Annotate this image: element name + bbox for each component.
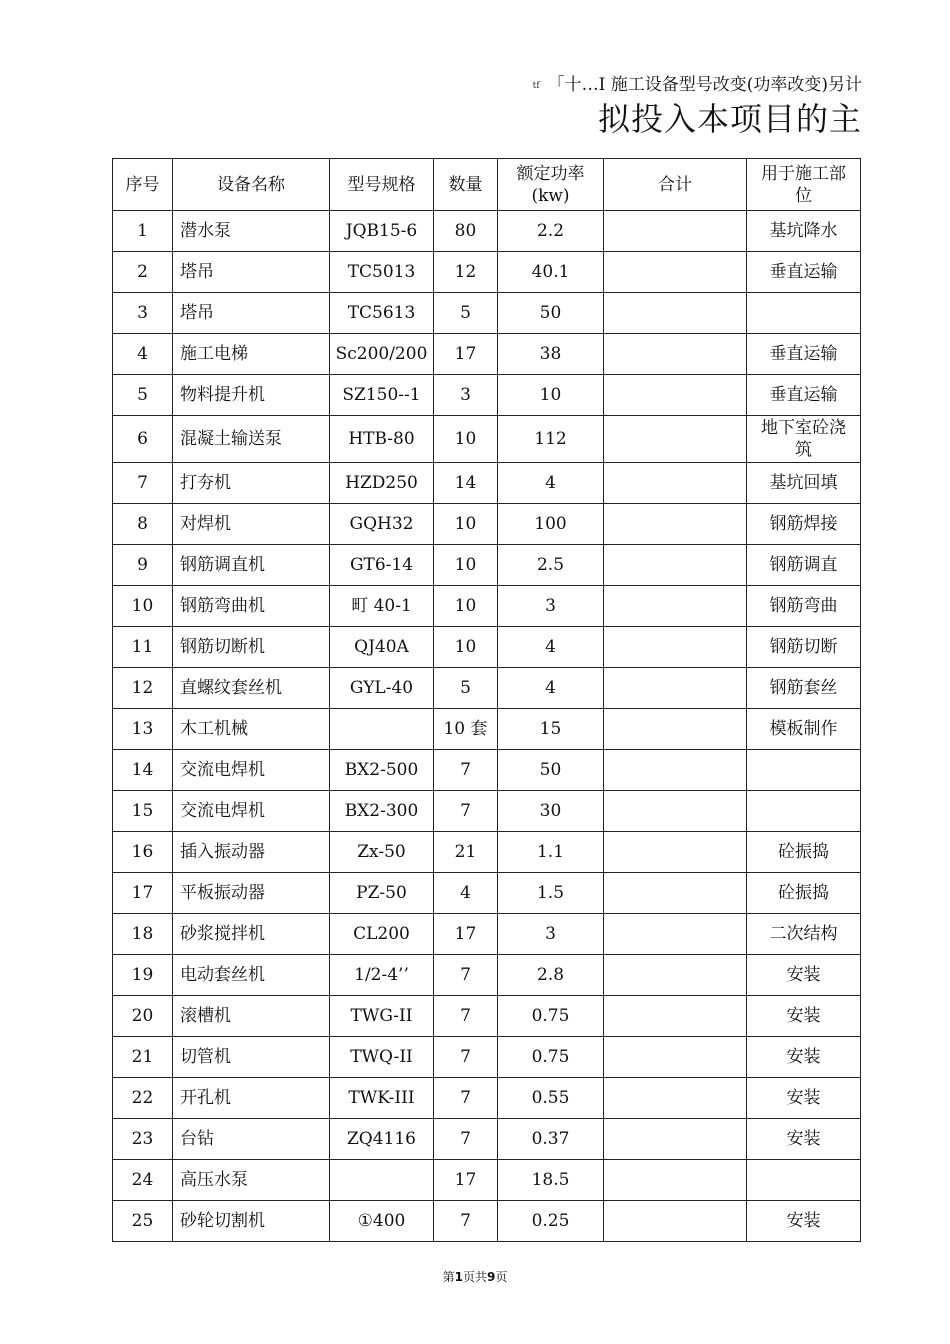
cell-name: 开孔机 bbox=[173, 1078, 330, 1119]
cell-power: 2.8 bbox=[498, 955, 604, 996]
cell-power: 0.55 bbox=[498, 1078, 604, 1119]
header-note-text: 「十…I 施工设备型号改变(功率改变)另计 bbox=[547, 75, 862, 95]
cell-name: 施工电梯 bbox=[173, 334, 330, 375]
cell-model: SZ150--1 bbox=[330, 375, 434, 416]
cell-model: PZ-50 bbox=[330, 873, 434, 914]
cell-use: 地下室砼浇 筑 bbox=[747, 416, 861, 463]
cell-use: 基坑回填 bbox=[747, 463, 861, 504]
cell-model: TC5613 bbox=[330, 293, 434, 334]
cell-qty: 10 套 bbox=[434, 709, 498, 750]
cell-qty: 5 bbox=[434, 668, 498, 709]
cell-power: 100 bbox=[498, 504, 604, 545]
cell-qty: 3 bbox=[434, 375, 498, 416]
column-header: 数量 bbox=[434, 159, 498, 211]
cell-name: 物料提升机 bbox=[173, 375, 330, 416]
cell-name: 高压水泵 bbox=[173, 1160, 330, 1201]
cell-use: 砼振捣 bbox=[747, 832, 861, 873]
cell-model: TWG-II bbox=[330, 996, 434, 1037]
cell-model: ZQ4116 bbox=[330, 1119, 434, 1160]
cell-name: 交流电焊机 bbox=[173, 750, 330, 791]
cell-total bbox=[604, 791, 747, 832]
cell-model: 1/2-4’’ bbox=[330, 955, 434, 996]
cell-name: 切管机 bbox=[173, 1037, 330, 1078]
cell-use bbox=[747, 791, 861, 832]
table-row bbox=[113, 293, 861, 334]
cell-use: 模板制作 bbox=[747, 709, 861, 750]
cell-name: 钢筋调直机 bbox=[173, 545, 330, 586]
table-row bbox=[113, 914, 861, 955]
cell-model: BX2-300 bbox=[330, 791, 434, 832]
cell-name: 交流电焊机 bbox=[173, 791, 330, 832]
cell-use bbox=[747, 1160, 861, 1201]
cell-no: 2 bbox=[113, 252, 173, 293]
table-row bbox=[113, 375, 861, 416]
cell-qty: 21 bbox=[434, 832, 498, 873]
table-row bbox=[113, 750, 861, 791]
cell-name: 砂轮切割机 bbox=[173, 1201, 330, 1242]
cell-qty: 7 bbox=[434, 996, 498, 1037]
cell-name: 插入振动器 bbox=[173, 832, 330, 873]
cell-model: ①400 bbox=[330, 1201, 434, 1242]
cell-total bbox=[604, 293, 747, 334]
cell-no: 7 bbox=[113, 463, 173, 504]
cell-model: CL200 bbox=[330, 914, 434, 955]
cell-power: 2.5 bbox=[498, 545, 604, 586]
cell-no: 1 bbox=[113, 211, 173, 252]
table-row bbox=[113, 1201, 861, 1242]
cell-qty: 10 bbox=[434, 545, 498, 586]
cell-qty: 17 bbox=[434, 334, 498, 375]
footer-middle: 页共 bbox=[462, 1270, 487, 1284]
cell-name: 滚槽机 bbox=[173, 996, 330, 1037]
cell-model: HZD250 bbox=[330, 463, 434, 504]
cell-model: TWQ-II bbox=[330, 1037, 434, 1078]
cell-name: 木工机械 bbox=[173, 709, 330, 750]
cell-power: 0.37 bbox=[498, 1119, 604, 1160]
cell-qty: 10 bbox=[434, 504, 498, 545]
column-header: 型号规格 bbox=[330, 159, 434, 211]
cell-qty: 10 bbox=[434, 416, 498, 463]
cell-model: BX2-500 bbox=[330, 750, 434, 791]
table-row bbox=[113, 1078, 861, 1119]
cell-model: GQH32 bbox=[330, 504, 434, 545]
cell-model: 町 40-1 bbox=[330, 586, 434, 627]
cell-model bbox=[330, 709, 434, 750]
table-row bbox=[113, 668, 861, 709]
cell-no: 14 bbox=[113, 750, 173, 791]
cell-power: 18.5 bbox=[498, 1160, 604, 1201]
table-body bbox=[113, 211, 861, 1242]
cell-no: 21 bbox=[113, 1037, 173, 1078]
cell-power: 50 bbox=[498, 293, 604, 334]
cell-power: 3 bbox=[498, 586, 604, 627]
cell-qty: 5 bbox=[434, 293, 498, 334]
header-tiny-note: tf bbox=[532, 80, 540, 91]
table-row bbox=[113, 504, 861, 545]
cell-use: 基坑降水 bbox=[747, 211, 861, 252]
cell-total bbox=[604, 873, 747, 914]
cell-use: 安装 bbox=[747, 996, 861, 1037]
header-note bbox=[533, 70, 862, 95]
equipment-table bbox=[112, 158, 861, 1242]
table-row bbox=[113, 1160, 861, 1201]
cell-qty: 12 bbox=[434, 252, 498, 293]
cell-power: 0.75 bbox=[498, 996, 604, 1037]
table-row bbox=[113, 791, 861, 832]
cell-total bbox=[604, 1119, 747, 1160]
cell-power: 15 bbox=[498, 709, 604, 750]
cell-qty: 4 bbox=[434, 873, 498, 914]
cell-name: 电动套丝机 bbox=[173, 955, 330, 996]
cell-use bbox=[747, 750, 861, 791]
cell-name: 平板振动器 bbox=[173, 873, 330, 914]
cell-qty: 10 bbox=[434, 627, 498, 668]
cell-total bbox=[604, 750, 747, 791]
cell-power: 50 bbox=[498, 750, 604, 791]
table-row bbox=[113, 996, 861, 1037]
cell-qty: 7 bbox=[434, 1037, 498, 1078]
cell-total bbox=[604, 1160, 747, 1201]
cell-no: 10 bbox=[113, 586, 173, 627]
cell-use: 安装 bbox=[747, 955, 861, 996]
cell-name: 塔吊 bbox=[173, 252, 330, 293]
cell-model: GYL-40 bbox=[330, 668, 434, 709]
cell-no: 11 bbox=[113, 627, 173, 668]
cell-use: 钢筋套丝 bbox=[747, 668, 861, 709]
cell-use: 安装 bbox=[747, 1119, 861, 1160]
cell-no: 6 bbox=[113, 416, 173, 463]
column-header: 设备名称 bbox=[173, 159, 330, 211]
cell-total bbox=[604, 955, 747, 996]
cell-model: JQB15-6 bbox=[330, 211, 434, 252]
cell-qty: 7 bbox=[434, 1078, 498, 1119]
cell-name: 打夯机 bbox=[173, 463, 330, 504]
cell-use: 垂直运输 bbox=[747, 252, 861, 293]
page-title: 拟投入本项目的主 bbox=[597, 100, 862, 138]
cell-name: 钢筋弯曲机 bbox=[173, 586, 330, 627]
cell-power: 4 bbox=[498, 463, 604, 504]
cell-no: 15 bbox=[113, 791, 173, 832]
cell-name: 潜水泵 bbox=[173, 211, 330, 252]
footer-page-number: 1 bbox=[454, 1270, 463, 1284]
cell-no: 24 bbox=[113, 1160, 173, 1201]
table-row bbox=[113, 416, 861, 463]
cell-power: 112 bbox=[498, 416, 604, 463]
cell-no: 3 bbox=[113, 293, 173, 334]
cell-total bbox=[604, 504, 747, 545]
cell-no: 18 bbox=[113, 914, 173, 955]
cell-no: 17 bbox=[113, 873, 173, 914]
cell-name: 直螺纹套丝机 bbox=[173, 668, 330, 709]
cell-qty: 7 bbox=[434, 1201, 498, 1242]
cell-no: 8 bbox=[113, 504, 173, 545]
cell-total bbox=[604, 627, 747, 668]
page-footer bbox=[0, 1268, 950, 1285]
cell-power: 0.75 bbox=[498, 1037, 604, 1078]
cell-power: 3 bbox=[498, 914, 604, 955]
cell-name: 对焊机 bbox=[173, 504, 330, 545]
cell-no: 5 bbox=[113, 375, 173, 416]
cell-use: 钢筋调直 bbox=[747, 545, 861, 586]
column-header: 序号 bbox=[113, 159, 173, 211]
cell-use: 钢筋弯曲 bbox=[747, 586, 861, 627]
cell-total bbox=[604, 586, 747, 627]
cell-model: Zx-50 bbox=[330, 832, 434, 873]
cell-model: QJ40A bbox=[330, 627, 434, 668]
cell-no: 12 bbox=[113, 668, 173, 709]
cell-model: Sc200/200 bbox=[330, 334, 434, 375]
cell-total bbox=[604, 211, 747, 252]
cell-qty: 7 bbox=[434, 791, 498, 832]
footer-total-pages: 9 bbox=[487, 1270, 496, 1284]
cell-no: 9 bbox=[113, 545, 173, 586]
cell-total bbox=[604, 252, 747, 293]
table-header-row bbox=[113, 159, 861, 211]
cell-name: 钢筋切断机 bbox=[173, 627, 330, 668]
cell-use: 安装 bbox=[747, 1078, 861, 1119]
cell-power: 4 bbox=[498, 668, 604, 709]
cell-model: HTB-80 bbox=[330, 416, 434, 463]
cell-name: 砂浆搅拌机 bbox=[173, 914, 330, 955]
cell-total bbox=[604, 668, 747, 709]
table-row bbox=[113, 1037, 861, 1078]
cell-use bbox=[747, 293, 861, 334]
cell-model: TC5013 bbox=[330, 252, 434, 293]
cell-use: 安装 bbox=[747, 1037, 861, 1078]
table-row bbox=[113, 832, 861, 873]
cell-no: 22 bbox=[113, 1078, 173, 1119]
cell-no: 25 bbox=[113, 1201, 173, 1242]
cell-power: 0.25 bbox=[498, 1201, 604, 1242]
cell-use: 钢筋切断 bbox=[747, 627, 861, 668]
cell-power: 1.5 bbox=[498, 873, 604, 914]
cell-qty: 80 bbox=[434, 211, 498, 252]
column-header: 额定功率 (kw) bbox=[498, 159, 604, 211]
cell-total bbox=[604, 545, 747, 586]
cell-no: 20 bbox=[113, 996, 173, 1037]
cell-qty: 7 bbox=[434, 955, 498, 996]
table-row bbox=[113, 955, 861, 996]
cell-power: 40.1 bbox=[498, 252, 604, 293]
table-row bbox=[113, 873, 861, 914]
cell-qty: 7 bbox=[434, 1119, 498, 1160]
cell-power: 2.2 bbox=[498, 211, 604, 252]
cell-name: 台钻 bbox=[173, 1119, 330, 1160]
cell-power: 38 bbox=[498, 334, 604, 375]
cell-total bbox=[604, 1037, 747, 1078]
cell-no: 4 bbox=[113, 334, 173, 375]
table-row bbox=[113, 211, 861, 252]
cell-name: 混凝土输送泵 bbox=[173, 416, 330, 463]
cell-total bbox=[604, 416, 747, 463]
table-row bbox=[113, 334, 861, 375]
cell-no: 23 bbox=[113, 1119, 173, 1160]
cell-total bbox=[604, 375, 747, 416]
cell-total bbox=[604, 832, 747, 873]
cell-qty: 7 bbox=[434, 750, 498, 791]
cell-qty: 17 bbox=[434, 914, 498, 955]
cell-power: 1.1 bbox=[498, 832, 604, 873]
cell-use: 垂直运输 bbox=[747, 334, 861, 375]
cell-total bbox=[604, 1201, 747, 1242]
cell-total bbox=[604, 463, 747, 504]
table-row bbox=[113, 545, 861, 586]
cell-qty: 14 bbox=[434, 463, 498, 504]
cell-total bbox=[604, 996, 747, 1037]
cell-use: 砼振捣 bbox=[747, 873, 861, 914]
footer-suffix: 页 bbox=[495, 1270, 508, 1284]
cell-no: 13 bbox=[113, 709, 173, 750]
cell-power: 10 bbox=[498, 375, 604, 416]
column-header: 用于施工部 位 bbox=[747, 159, 861, 211]
table-row bbox=[113, 463, 861, 504]
cell-total bbox=[604, 709, 747, 750]
table-row bbox=[113, 1119, 861, 1160]
table-row bbox=[113, 627, 861, 668]
cell-total bbox=[604, 914, 747, 955]
footer-prefix: 第 bbox=[442, 1270, 455, 1284]
cell-model bbox=[330, 1160, 434, 1201]
cell-power: 4 bbox=[498, 627, 604, 668]
cell-power: 30 bbox=[498, 791, 604, 832]
cell-qty: 10 bbox=[434, 586, 498, 627]
cell-total bbox=[604, 334, 747, 375]
cell-total bbox=[604, 1078, 747, 1119]
cell-use: 安装 bbox=[747, 1201, 861, 1242]
column-header: 合计 bbox=[604, 159, 747, 211]
cell-no: 19 bbox=[113, 955, 173, 996]
cell-name: 塔吊 bbox=[173, 293, 330, 334]
cell-model: GT6-14 bbox=[330, 545, 434, 586]
cell-use: 二次结构 bbox=[747, 914, 861, 955]
table-row bbox=[113, 252, 861, 293]
cell-model: TWK-III bbox=[330, 1078, 434, 1119]
cell-use: 垂直运输 bbox=[747, 375, 861, 416]
cell-no: 16 bbox=[113, 832, 173, 873]
table-row bbox=[113, 709, 861, 750]
table-row bbox=[113, 586, 861, 627]
cell-qty: 17 bbox=[434, 1160, 498, 1201]
cell-use: 钢筋焊接 bbox=[747, 504, 861, 545]
